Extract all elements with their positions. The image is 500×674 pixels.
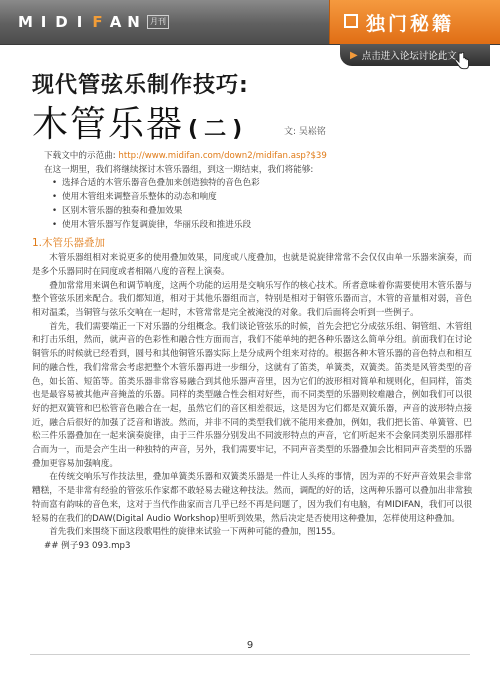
paragraph: 叠加常常用来调色和调节响度，这两个功能的运用是交响乐写作的核心技术。所者意味着你需要使用木管乐器与整个管弦乐团来配合。我们都知道，相对于其他乐器组而言，特别是相对于铜管乐器而言，木管的音量相对弱，音色相对温柔，当铜管与弦乐交响在一起时，木管常常是完全被淹没的对象。我们后面将会听到一些例子。	[32, 280, 472, 319]
paragraph: 首先，我们需要端正一下对乐器的分组概念。我们谈论管弦乐的时候，首先会把它分成弦乐组、铜管组、木管组和打击乐组，然而，就声音的色彩性和融合性方面而言，我们不能单纯的把各种乐器这么简单分组。前面我们在讨论铜管乐的时候就已经看到，圆号和其他铜管乐器实际上是分成两个组来对待的。根据各种木管乐器的音色特点和相互间的融合性，我们常常会考虑把整个木管乐器再进一步细分，这就有了笛类，单簧类，双簧类。笛类是风管类型的音色，如长笛、短笛等。笛类乐器非常容易融合到其他乐器声音里，因为它们的波形相对简单和规则化，但同样，笛类也是最容易被其他声音掩盖的乐器。同样的类型融合性会相对好些，而不同类型的乐器则较难融合，例如我们可以很好的把双簧管和巴松管音色融合在一起，虽然它们的音区相差很远，这是因为它们都是双簧乐器，声音的波形特点接近，融合后很好的加强了泛音和谐波。然而，并非不同的类型我们就不能用来叠加，例如，我们把长笛、单簧管、巴松三件乐器叠加在一起来演奏旋律，由于三件乐器分别发出不同波形特点的声音，它们听起来不会象同类别乐器那样合而为一，而是会产生出一种独特的声音，另外，我们需要牢记，不同声音类型的乐器叠加会比相同声音类型的乐器叠加更容易加强响度。	[32, 321, 472, 469]
section-title: 独门秘籍	[366, 13, 455, 35]
author-credit: 文: 吴崧铭	[284, 127, 326, 137]
logo-letter: N	[127, 13, 140, 31]
article-title-text: 木管乐器	[32, 104, 185, 145]
objectives-list	[32, 177, 472, 232]
footer-divider	[30, 654, 470, 655]
article-body	[32, 150, 472, 554]
logo-letter: M	[18, 13, 33, 31]
section-tab	[329, 0, 500, 44]
download-line	[32, 150, 472, 164]
article-title	[32, 96, 248, 147]
paragraph: 木管乐器组相对来说更多的使用叠加效果，同度或八度叠加，也就是说旋律常常不会仅仅由单一乐器来演奏，而是多个乐器同时在同度或者相隔八度的音程上演奏。	[32, 253, 472, 277]
logo-tag: 月刊	[147, 15, 169, 29]
logo-letter: F	[92, 13, 103, 31]
paragraph: 在传统交响乐写作技法里，叠加单簧类乐器和双簧类乐器是一件让人头疼的事情，因为弄的不好声音效果会非常糟糕，不是非常有经验的管弦乐作家都不敢轻易去碰这种技法。然而，调配的好的话，这两种乐器可以叠加出非常独特而富有韵味的音色来，这对于当代作曲家而言几乎已经不再是问题了，因为我们有电脑，有MIDIFAN，我们可以很轻易的在我们的DAW(Digital Audio Workshop)里听到效果，然后决定是否使用这种叠加，怎样使用这种叠加。	[32, 472, 472, 524]
pointer-hand-icon	[454, 52, 470, 70]
section-heading: 1.木管乐器叠加	[32, 237, 106, 250]
download-link[interactable]: http://www.midifan.com/down2/midifan.asp?$39	[118, 151, 327, 161]
series-title: 现代管弦乐制作技巧:	[32, 73, 249, 98]
intro-text: 在这一期里，我们将继续探讨木管乐器组，到这一期结束，我们将能够:	[44, 164, 314, 175]
audio-example-ref: ## 例子93 093.mp3	[44, 540, 131, 551]
list-item: • 区别木管乐器的独奏和叠加效果	[52, 205, 472, 219]
logo-letters	[18, 12, 141, 32]
page-number: 9	[246, 640, 254, 651]
article-part: (二)	[188, 117, 249, 142]
logo-letter: I	[76, 13, 83, 31]
square-bullet-icon	[344, 14, 358, 28]
forum-link-label: 点击进入论坛讨论此文	[361, 51, 457, 62]
list-item: • 使用木管组来调整音乐整体的动态和响度	[52, 191, 472, 205]
header-bar	[0, 0, 500, 45]
logo-letter: A	[109, 13, 122, 31]
list-item: • 选择合适的木管乐器音色叠加来创造独特的音色色彩	[52, 177, 472, 191]
download-label: 下载文中的示范曲:	[44, 151, 119, 161]
list-item: • 使用木管乐器写作复调旋律，华丽乐段和推进乐段	[52, 219, 472, 233]
midifan-logo[interactable]	[18, 10, 169, 34]
logo-letter: D	[55, 13, 68, 31]
paragraph: 首先我们来围绕下面这段歌唱性的旋律来试验一下两种可能的叠加，图155。	[49, 527, 341, 538]
logo-letter: I	[40, 13, 47, 31]
arrow-right-icon: ▶	[350, 49, 358, 61]
